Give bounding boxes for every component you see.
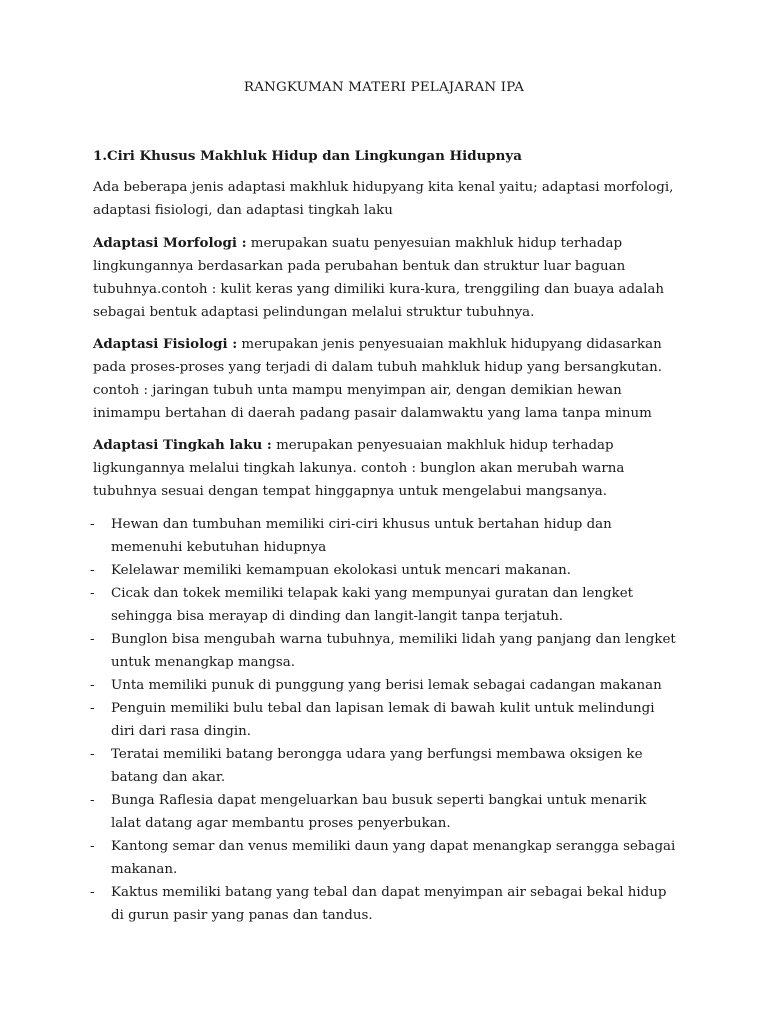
- fisiologi-term: Adaptasi Fisiologi :: [93, 336, 238, 352]
- list-item: [90, 835, 680, 881]
- bullet-marker: -: [90, 632, 95, 647]
- tingkah-laku-term: Adaptasi Tingkah laku :: [93, 437, 272, 453]
- list-item: [90, 743, 680, 789]
- list-item-text: Bunga Raflesia dapat mengeluarkan bau busuk seperti bangkai untuk menarik lalat datang agar membantu proses penyerbukan.: [111, 793, 647, 831]
- morfologi-text: merupakan suatu penyesuian makhluk hidup terhadap lingkungannya berdasarkan pada perubahan bentuk dan struktur luar baguan tubuhnya.contoh : kulit keras yang dimiliki kura-kura, trenggiling dan buaya adalah sebagai bentuk adaptasi pelindungan melalui struktur tubuhnya.: [93, 236, 664, 320]
- morfologi-term: Adaptasi Morfologi :: [93, 235, 247, 251]
- fisiologi-text: merupakan jenis penyesuaian makhluk hidupyang didasarkan pada proses-proses yang terjadi di dalam tubuh mahkluk hidup yang bersangkutan. contoh : jaringan tubuh unta mampu menyimpan air, dengan demikian hewan inimampu bertahan di daerah padang pasair dalamwaktu yang lama tanpa minum: [93, 337, 663, 421]
- bullet-marker: -: [90, 517, 95, 532]
- list-item-text: Kelelawar memiliki kemampuan ekolokasi untuk mencari makanan.: [111, 563, 571, 578]
- fisiologi-paragraph: [93, 333, 683, 425]
- list-item-text: Penguin memiliki bulu tebal dan lapisan lemak di bawah kulit untuk melindungi diri dari rasa dingin.: [111, 701, 655, 739]
- bullet-marker: -: [90, 563, 95, 578]
- page-title: RANGKUMAN MATERI PELAJARAN IPA: [243, 80, 525, 95]
- list-item-text: Teratai memiliki batang berongga udara yang berfungsi membawa oksigen ke batang dan akar.: [111, 747, 643, 785]
- bullet-marker: -: [90, 701, 95, 716]
- list-item: [90, 559, 680, 582]
- list-item: [90, 513, 680, 559]
- intro-paragraph: Ada beberapa jenis adaptasi makhluk hidupyang kita kenal yaitu; adaptasi morfologi, adaptasi fisiologi, dan adaptasi tingkah laku: [93, 180, 674, 218]
- list-item: [90, 582, 680, 628]
- morfologi-paragraph: [93, 232, 683, 324]
- section-heading: 1.Ciri Khusus Makhluk Hidup dan Lingkungan Hidupnya: [93, 148, 522, 164]
- list-item-text: Bunglon bisa mengubah warna tubuhnya, memiliki lidah yang panjang dan lengket untuk menangkap mangsa.: [111, 632, 676, 670]
- list-item-text: Cicak dan tokek memiliki telapak kaki yang mempunyai guratan dan lengket sehingga bisa merayap di dinding dan langit-langit tanpa terjatuh.: [111, 586, 634, 624]
- list-item-text: Hewan dan tumbuhan memiliki ciri-ciri khusus untuk bertahan hidup dan memenuhi kebutuhan hidupnya: [111, 517, 612, 555]
- list-item: [90, 674, 680, 697]
- bullet-list: [90, 513, 680, 927]
- list-item-text: Unta memiliki punuk di punggung yang berisi lemak sebagai cadangan makanan: [111, 678, 662, 693]
- list-item: [90, 789, 680, 835]
- bullet-marker: -: [90, 586, 95, 601]
- list-item-text: Kaktus memiliki batang yang tebal dan dapat menyimpan air sebagai bekal hidup di gurun pasir yang panas dan tandus.: [111, 885, 667, 923]
- list-item-text: Kantong semar dan venus memiliki daun yang dapat menangkap serangga sebagai makanan.: [111, 839, 676, 877]
- bullet-marker: -: [90, 678, 95, 693]
- list-item: [90, 697, 680, 743]
- bullet-marker: -: [90, 793, 95, 808]
- list-item: [90, 881, 680, 927]
- tingkah-laku-text: merupakan penyesuaian makhluk hidup terhadap ligkungannya melalui tingkah lakunya. contoh : bunglon akan merubah warna tubuhnya sesuai dengan tempat hinggapnya untuk mengelabui mangsanya.: [93, 438, 625, 499]
- bullet-marker: -: [90, 747, 95, 762]
- list-item: [90, 628, 680, 674]
- bullet-marker: -: [90, 885, 95, 900]
- bullet-marker: -: [90, 839, 95, 854]
- tingkah-laku-paragraph: [93, 434, 683, 503]
